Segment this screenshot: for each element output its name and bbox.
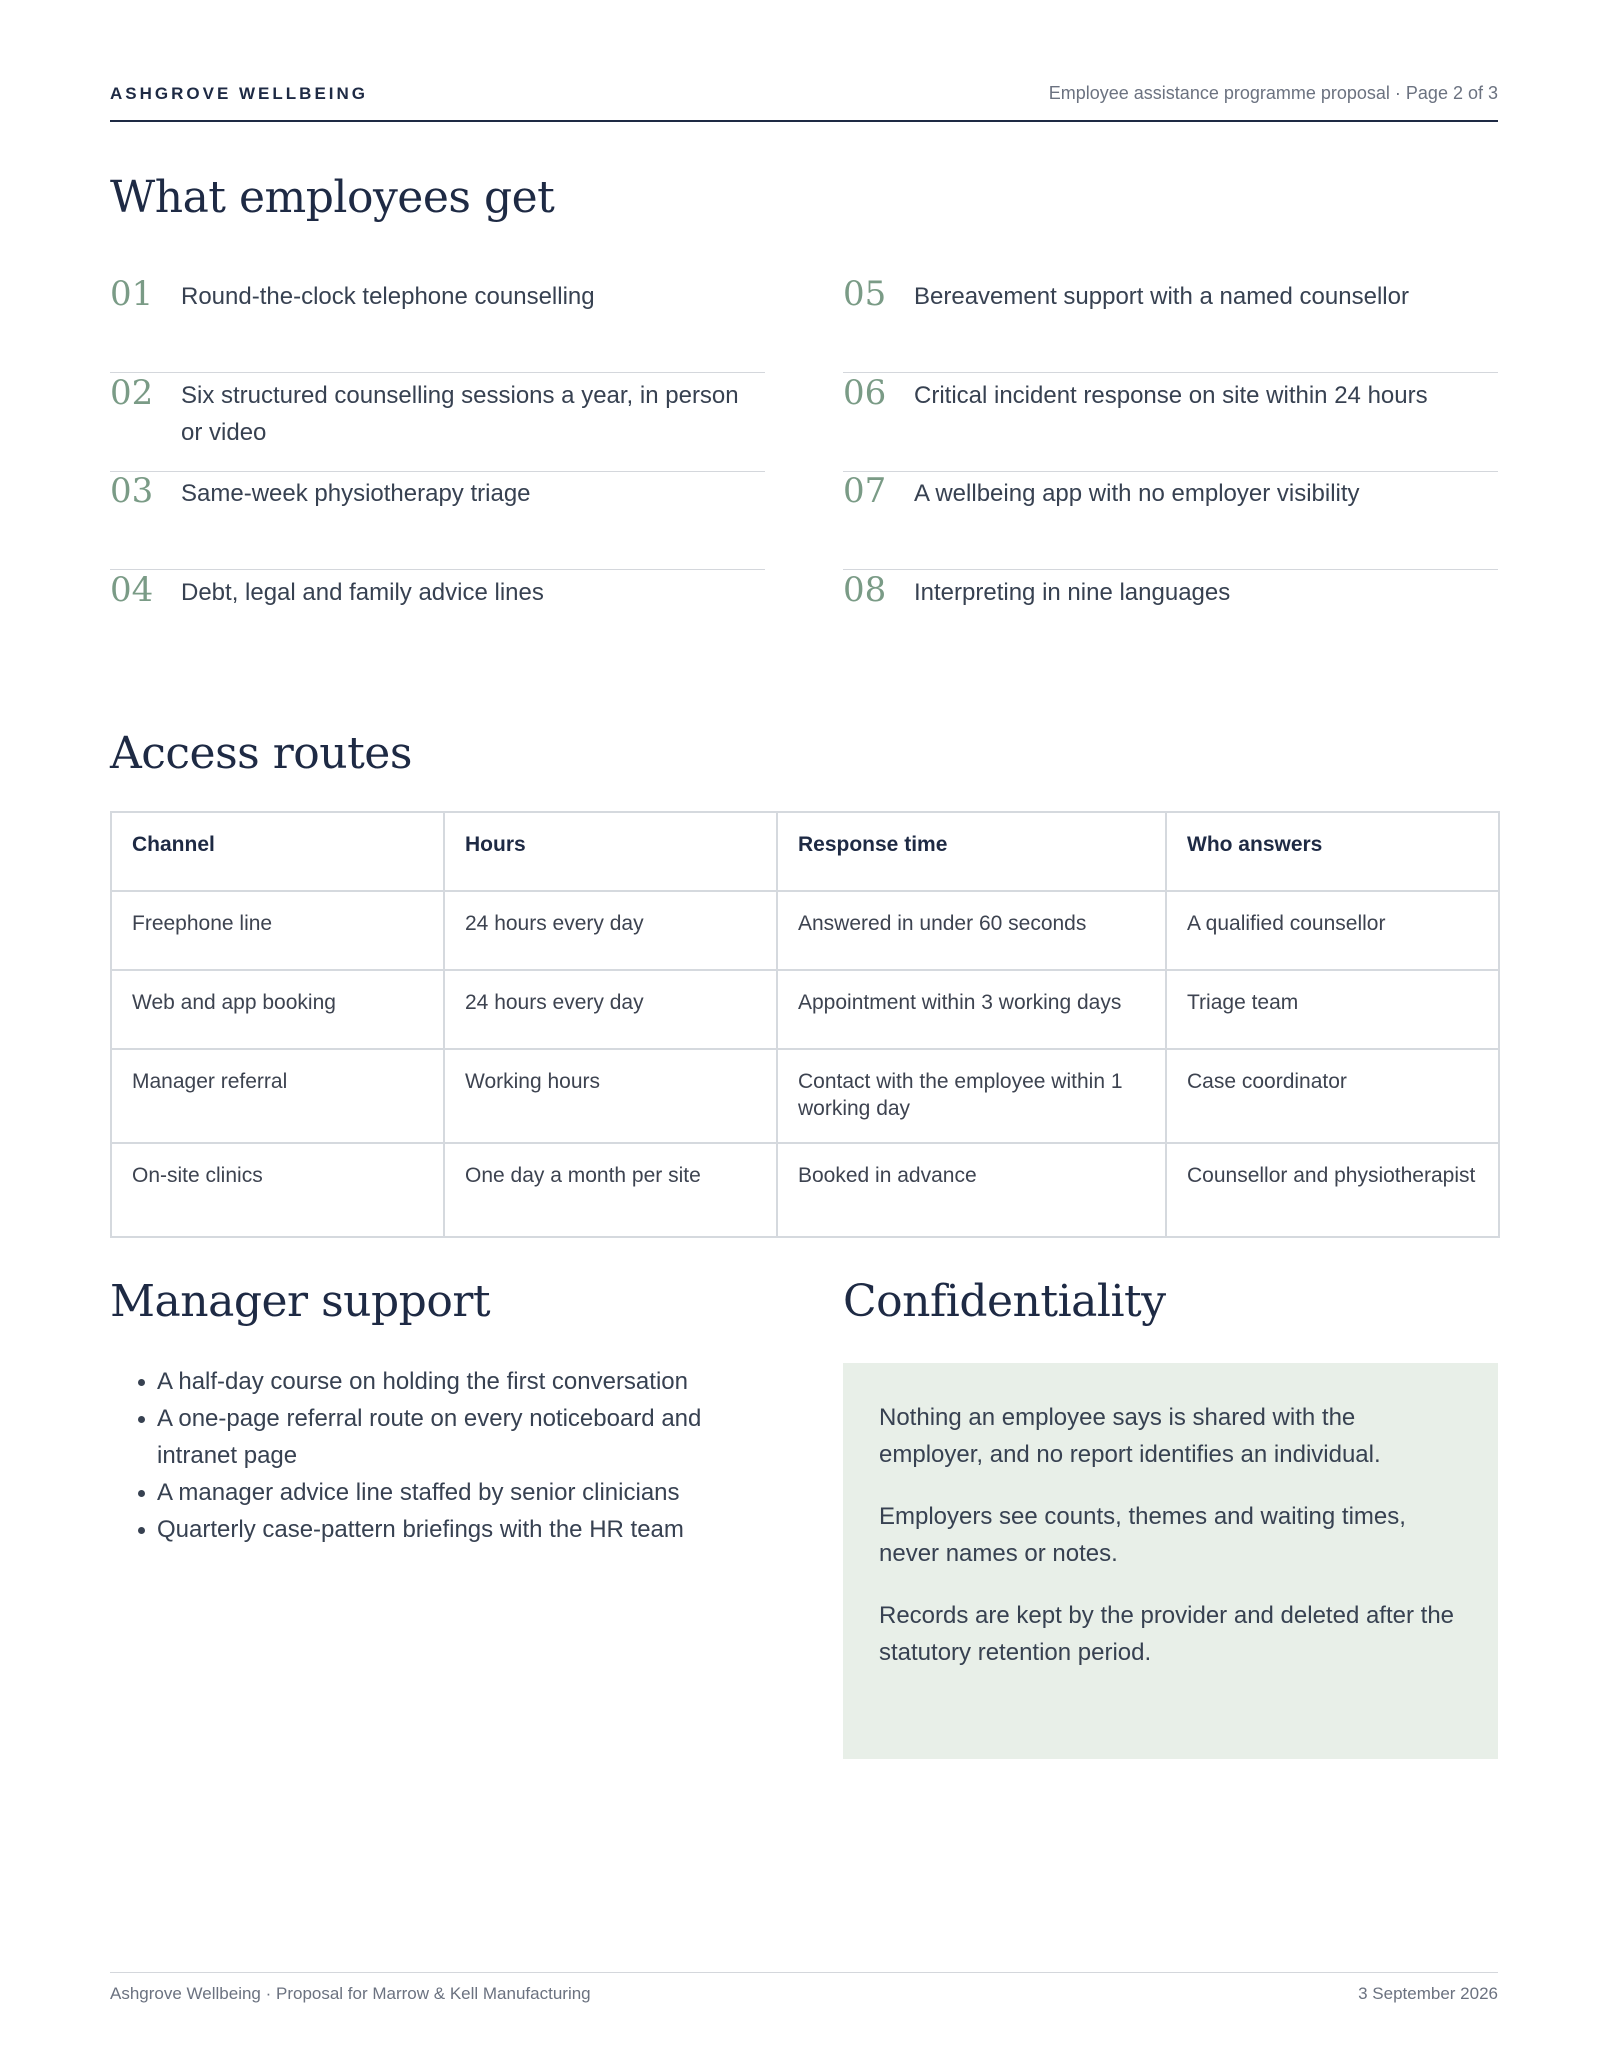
table-row xyxy=(111,970,1499,1049)
page-footer xyxy=(110,1972,1498,2008)
table-row xyxy=(111,1143,1499,1237)
list-item: A half-day course on holding the first conversation xyxy=(138,1363,778,1400)
benefit-number: 04 xyxy=(110,570,154,610)
list-item: A manager advice line staffed by senior clinicians xyxy=(138,1474,778,1511)
table-cell: A qualified counsellor xyxy=(1166,891,1499,970)
confidentiality-panel xyxy=(843,1363,1498,1759)
document-meta: Employee assistance programme proposal · Page 2 of 3 xyxy=(1048,83,1498,103)
list-item: A one-page referral route on every noticeboard and intranet page xyxy=(138,1400,778,1474)
page-header xyxy=(110,78,1498,122)
table-cell: Counsellor and physiotherapist xyxy=(1166,1143,1499,1237)
table-cell: Booked in advance xyxy=(777,1143,1166,1237)
benefit-item xyxy=(110,471,765,570)
table-cell: Answered in under 60 seconds xyxy=(777,891,1166,970)
benefit-text: Six structured counselling sessions a year, in person or video xyxy=(181,382,739,446)
benefit-text: Interpreting in nine languages xyxy=(914,579,1231,606)
confidentiality-paragraph: Nothing an employee says is shared with the employer, and no report identifies an individual. xyxy=(879,1404,1381,1468)
benefit-item xyxy=(843,471,1498,570)
table-cell: Case coordinator xyxy=(1166,1049,1499,1143)
footer-date: 3 September 2026 xyxy=(1358,1984,1498,2003)
list-item: Quarterly case-pattern briefings with the HR team xyxy=(138,1511,778,1548)
column-header-channel: Channel xyxy=(111,812,444,891)
benefits-title: What employees get xyxy=(110,172,555,223)
manager-support-title: Manager support xyxy=(110,1276,491,1327)
benefit-item xyxy=(843,373,1498,472)
benefit-number: 06 xyxy=(843,373,887,413)
benefit-number: 01 xyxy=(110,274,154,314)
table-cell: Triage team xyxy=(1166,970,1499,1049)
table-cell: Contact with the employee within 1 working day xyxy=(777,1049,1166,1143)
benefit-text: Bereavement support with a named counsellor xyxy=(914,283,1409,310)
table-cell: 24 hours every day xyxy=(444,891,777,970)
footer-proposal-label: Ashgrove Wellbeing · Proposal for Marrow & Kell Manufacturing xyxy=(110,1984,591,2003)
benefit-number: 05 xyxy=(843,274,887,314)
table-cell: Appointment within 3 working days xyxy=(777,970,1166,1049)
table-cell: On-site clinics xyxy=(111,1143,444,1237)
benefit-item xyxy=(110,570,765,669)
confidentiality-title: Confidentiality xyxy=(843,1276,1166,1327)
table-cell: 24 hours every day xyxy=(444,970,777,1049)
table-header-row xyxy=(111,812,1499,891)
benefit-item xyxy=(843,274,1498,373)
benefit-number: 03 xyxy=(110,471,154,511)
access-routes-table xyxy=(110,811,1500,1238)
table-cell: Web and app booking xyxy=(111,970,444,1049)
benefit-item xyxy=(110,274,765,373)
benefit-number: 02 xyxy=(110,373,154,413)
confidentiality-paragraph: Records are kept by the provider and deleted after the statutory retention period. xyxy=(879,1602,1455,1666)
column-header-hours: Hours xyxy=(444,812,777,891)
benefit-number: 08 xyxy=(843,570,887,610)
table-cell: Working hours xyxy=(444,1049,777,1143)
benefit-text: Round-the-clock telephone counselling xyxy=(181,283,595,310)
benefit-item xyxy=(110,373,765,472)
confidentiality-paragraph: Employers see counts, themes and waiting times, never names or notes. xyxy=(879,1503,1406,1567)
brand-name: ASHGROVE WELLBEING xyxy=(110,84,369,103)
table-cell: Manager referral xyxy=(111,1049,444,1143)
column-header-who-answers: Who answers xyxy=(1166,812,1499,891)
benefit-number: 07 xyxy=(843,471,887,511)
benefit-text: Same-week physiotherapy triage xyxy=(181,480,531,507)
benefit-text: Critical incident response on site within 24 hours xyxy=(914,382,1428,409)
table-cell: One day a month per site xyxy=(444,1143,777,1237)
table-cell: Freephone line xyxy=(111,891,444,970)
access-routes-title: Access routes xyxy=(110,728,412,779)
column-header-response-time: Response time xyxy=(777,812,1166,891)
benefit-item xyxy=(843,570,1498,669)
benefit-text: Debt, legal and family advice lines xyxy=(181,579,544,606)
manager-support-list xyxy=(138,1363,778,1548)
table-row xyxy=(111,1049,1499,1143)
table-row xyxy=(111,891,1499,970)
benefit-text: A wellbeing app with no employer visibility xyxy=(914,480,1360,507)
